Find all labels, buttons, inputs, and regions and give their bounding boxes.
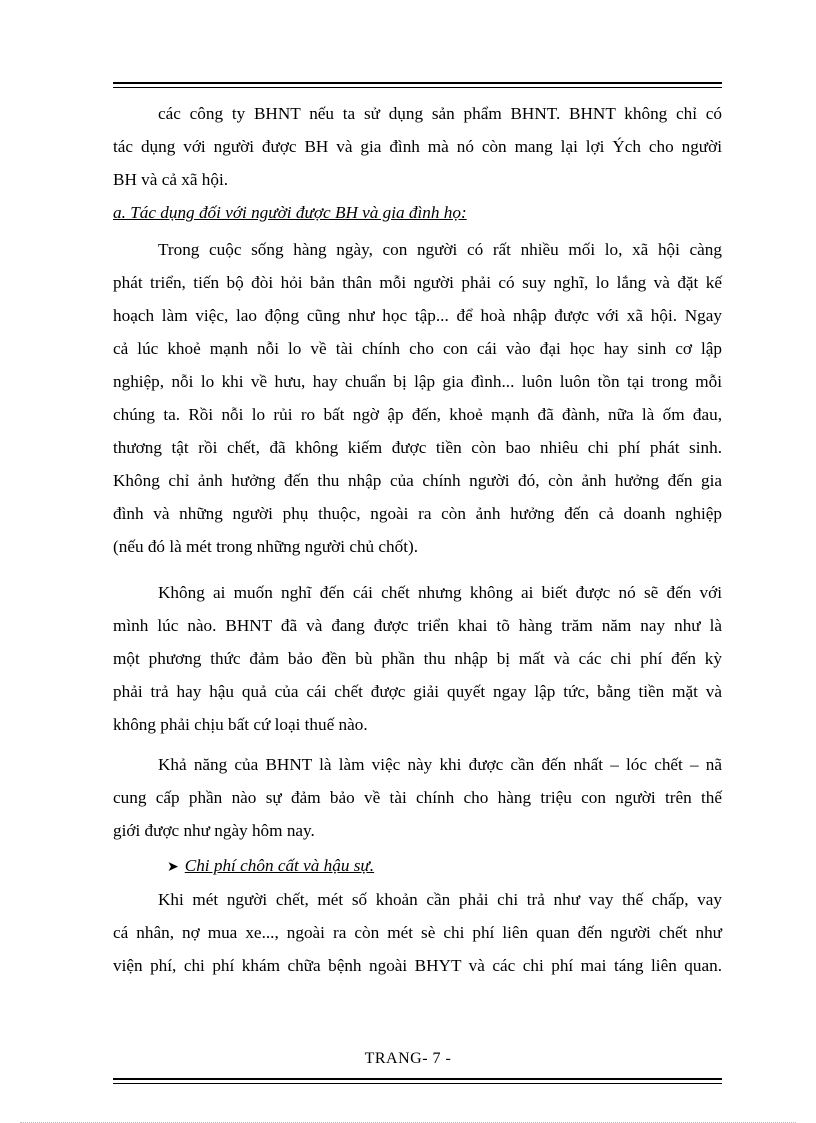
text-line: nghiệp, nỗi lo khi về hưu, hay chuẩn bị lập gia đình... luôn luôn tồn tại trong mỗi [113, 372, 722, 391]
text-line: hoạch làm việc, lao động cũng như học tập... để hoà nhập được với xã hội. Ngay [113, 306, 722, 325]
text-line: viện phí, chi phí khám chữa bệnh ngoài BHYT và các chi phí mai táng liên quan. [113, 956, 722, 975]
text-line: đình và những người phụ thuộc, ngoài ra còn ảnh hưởng đến cả doanh nghiệp [113, 504, 722, 523]
bullet-item [167, 856, 374, 876]
text-line: không phải chịu bất cứ loại thuế nào. [113, 715, 368, 734]
footer-rule-bottom [113, 1083, 722, 1084]
text-line: thương tật rồi chết, đã không kiếm được tiền còn bao nhiêu chi phí phát sinh. [113, 438, 722, 457]
paragraph-4 [113, 748, 722, 847]
text-line: cá nhân, nợ mua xe..., ngoài ra còn mét sè chi phí liên quan đến người chết như [113, 923, 722, 942]
footer-rule-top [113, 1078, 722, 1080]
bullet-label: Chi phí chôn cất và hậu sự. [184, 856, 375, 875]
text-line: BH và cả xã hội. [113, 170, 229, 189]
paragraph-5 [113, 883, 722, 982]
text-line: (nếu đó là mét trong những người chủ chốt). [113, 537, 419, 556]
text-line: các công ty BHNT nếu ta sử dụng sản phẩm BHNT. BHNT không chỉ có [158, 104, 722, 123]
section-heading-a: a. Tác dụng đối với người được BH và gia đình họ: [113, 203, 467, 222]
text-line: Trong cuộc sống hàng ngày, con người có rất nhiều mối lo, xã hội càng [158, 240, 722, 259]
text-line: mình lúc nào. BHNT đã và đang được triển khai tõ hàng trăm năm nay như là [113, 616, 722, 635]
text-line: Không ai muốn nghĩ đến cái chết nhưng không ai biết được nó sẽ đến với [158, 583, 722, 602]
text-line: giới được như ngày hôm nay. [113, 821, 315, 840]
header-rule-bottom [113, 87, 722, 88]
text-line: cung cấp phần nào sự đảm bảo về tài chính cho hàng triệu con người trên thế [113, 788, 722, 807]
paragraph-2 [113, 233, 722, 563]
text-line: cả lúc khoẻ mạnh nỗi lo về tài chính cho con cái vào đại học hay sinh cơ lập [113, 339, 722, 358]
paragraph-3 [113, 576, 722, 741]
arrow-bullet-icon: ➤ [167, 860, 179, 875]
text-line: Khả năng của BHNT là làm việc này khi được cần đến nhất – lóc chết – nã [158, 755, 722, 774]
text-line: phát triển, tiến bộ đòi hỏi bản thân mỗi người phải có suy nghĩ, lo lắng và đặt kế [113, 273, 722, 292]
text-line: Không chỉ ảnh hưởng đến thu nhập của chính người đó, còn ảnh hưởng đến gia [113, 471, 722, 490]
text-line: tác dụng với người được BH và gia đình mà nó còn mang lại lợi Ých cho người [113, 137, 722, 156]
page-number: TRANG- 7 - [364, 1050, 452, 1067]
text-line: chúng ta. Rồi nỗi lo rủi ro bất ngờ ập đến, khoẻ mạnh đã đành, nữa là ốm đau, [113, 405, 722, 424]
text-line: một phương thức đảm bảo đền bù phần thu nhập bị mất và các chi phí đến kỳ [113, 649, 722, 668]
header-rule-top [113, 82, 722, 84]
paragraph-1 [113, 97, 722, 196]
text-line: Khi mét người chết, mét số khoản cần phải chi trả như vay thế chấp, vay [158, 890, 722, 909]
text-line: phải trả hay hậu quả của cái chết được giải quyết ngay lập tức, bằng tiền mặt và [113, 682, 722, 701]
